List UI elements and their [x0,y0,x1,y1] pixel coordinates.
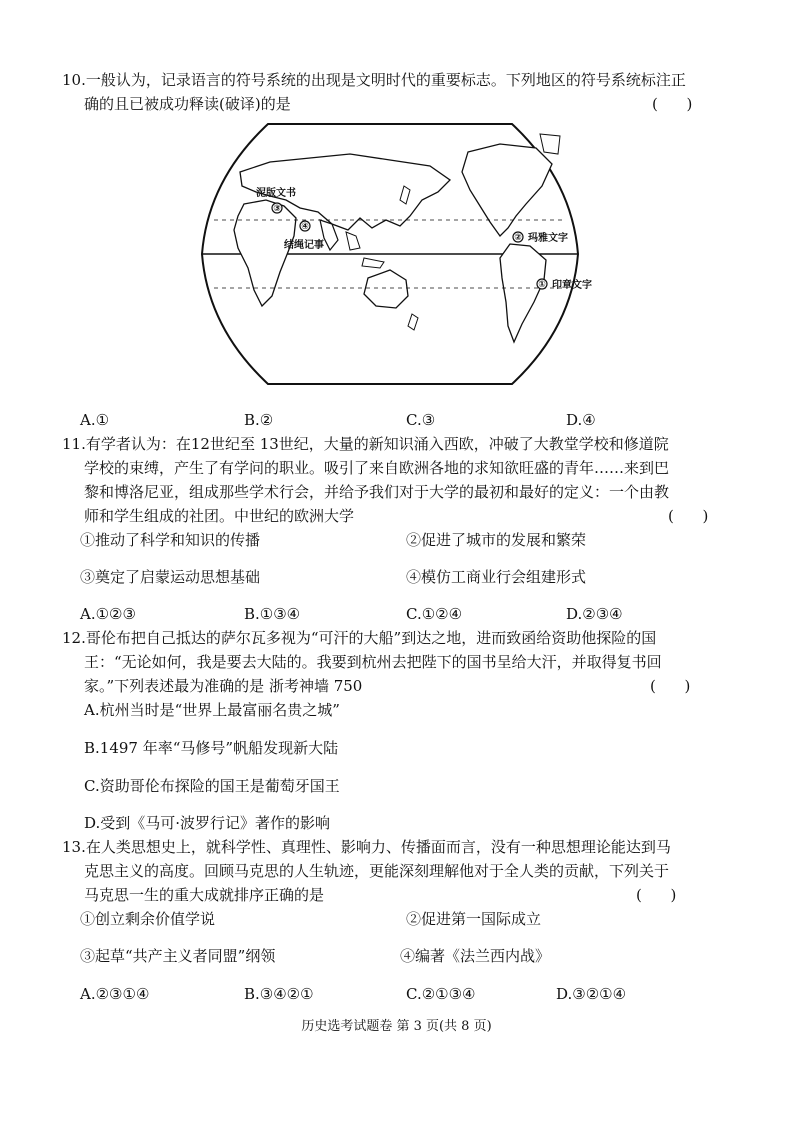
q13-item-4: ④编著《法兰西内战》 [400,947,551,965]
q11-option-b[interactable]: B.①③④ [244,605,301,623]
q11-stem-line-4: 师和学生组成的社团。中世纪的欧洲大学 [84,507,355,525]
marker-3-number: ③ [273,204,281,214]
q13-stem-line-1: 13.在人类思想史上，就科学性、真理性、影响力、传播面而言，没有一种思想理论能达到马 [62,838,671,856]
q11-stem-line-2: 学校的束缚，产生了有学问的职业。吸引了来自欧洲各地的求知欲旺盛的青年……来到巴 [84,459,670,477]
q11-option-c[interactable]: C.①②④ [406,605,463,623]
q12-option-b[interactable]: B.1497 年率“马修号”帆船发现新大陆 [84,739,339,757]
q11-item-2: ②促进了城市的发展和繁荣 [406,531,587,549]
q12-stem-line-1: 12.哥伦布把自己抵达的萨尔瓦多视为“可汗的大船”到达之地，进而致函给资助他探险的国 [62,629,657,647]
marker-1-number: ① [538,280,546,290]
q12-option-d[interactable]: D.受到《马可·波罗行记》著作的影响 [84,814,331,832]
q11-item-4: ④模仿工商业行会组建形式 [406,568,587,586]
q13-answer-bracket: ( ) [636,886,677,904]
q11-answer-bracket: ( ) [668,507,709,525]
q13-stem-line-2: 克思主义的高度。回顾马克思的人生轨迹，更能深刻理解他对于全人类的贡献，下列关于 [84,862,670,880]
q12-answer-bracket: ( ) [650,677,691,695]
q11-item-1: ①推动了科学和知识的传播 [80,531,261,549]
q11-option-a[interactable]: A.①②③ [80,605,136,623]
q12-option-a[interactable]: A.杭州当时是“世界上最富丽名贵之城” [84,701,340,719]
q10-option-a[interactable]: A.① [80,411,110,429]
greenland-shape [540,134,560,154]
q10-option-d[interactable]: D.④ [566,411,596,429]
q13-option-a[interactable]: A.②③①④ [80,985,150,1003]
q13-item-3: ③起草“共产主义者同盟”纲领 [80,947,276,965]
q13-item-2: ②促进第一国际成立 [406,910,542,928]
q13-option-d[interactable]: D.③②①④ [556,985,627,1003]
world-map-figure [200,120,592,388]
q10-stem-line-1: 10.一般认为，记录语言的符号系统的出现是文明时代的重要标志。下列地区的符号系统标注正 [62,71,686,89]
q11-option-d[interactable]: D.②③④ [566,605,623,623]
q13-option-c[interactable]: C.②①③④ [406,985,476,1003]
q12-option-c[interactable]: C.资助哥伦布探险的国王是葡萄牙国王 [84,777,340,795]
label-clay-tablets: 泥版文书 [256,188,296,199]
q10-option-b[interactable]: B.② [244,411,274,429]
marker-4-number: ④ [301,222,309,232]
q13-option-b[interactable]: B.③④②① [244,985,314,1003]
q12-stem-line-2: 王：“无论如何，我是要去大陆的。我要到杭州去把陛下的国书呈给大汗，并取得复书回 [84,653,662,671]
q13-stem-line-3: 马克思一生的重大成就排序正确的是 [84,886,325,904]
q12-stem-line-3: 家。”下列表述最为准确的是 浙考神墙 750 [84,677,363,695]
q10-option-c[interactable]: C.③ [406,411,436,429]
q10-answer-bracket: ( ) [652,95,693,113]
marker-2-number: ② [514,233,522,243]
q11-stem-line-3: 黎和博洛尼亚，组成那些学术行会，并给予我们对于大学的最初和最好的定义：一个由教 [84,483,670,501]
label-seal-script: 印章文字 [552,280,592,291]
q11-stem-line-1: 11.有学者认为：在12世纪至 13世纪，大量的新知识涌入西欧，冲破了大教堂学校和修道院 [62,435,669,453]
label-knotted-cords: 结绳记事 [284,240,324,251]
q13-item-1: ①创立剩余价值学说 [80,910,216,928]
q10-stem-line-2: 确的且已被成功释读(破译)的是 [84,95,291,113]
page-footer: 历史选考试题卷 第 3 页(共 8 页) [301,1019,492,1034]
label-maya-script: 玛雅文字 [528,233,568,244]
q11-item-3: ③奠定了启蒙运动思想基础 [80,568,261,586]
